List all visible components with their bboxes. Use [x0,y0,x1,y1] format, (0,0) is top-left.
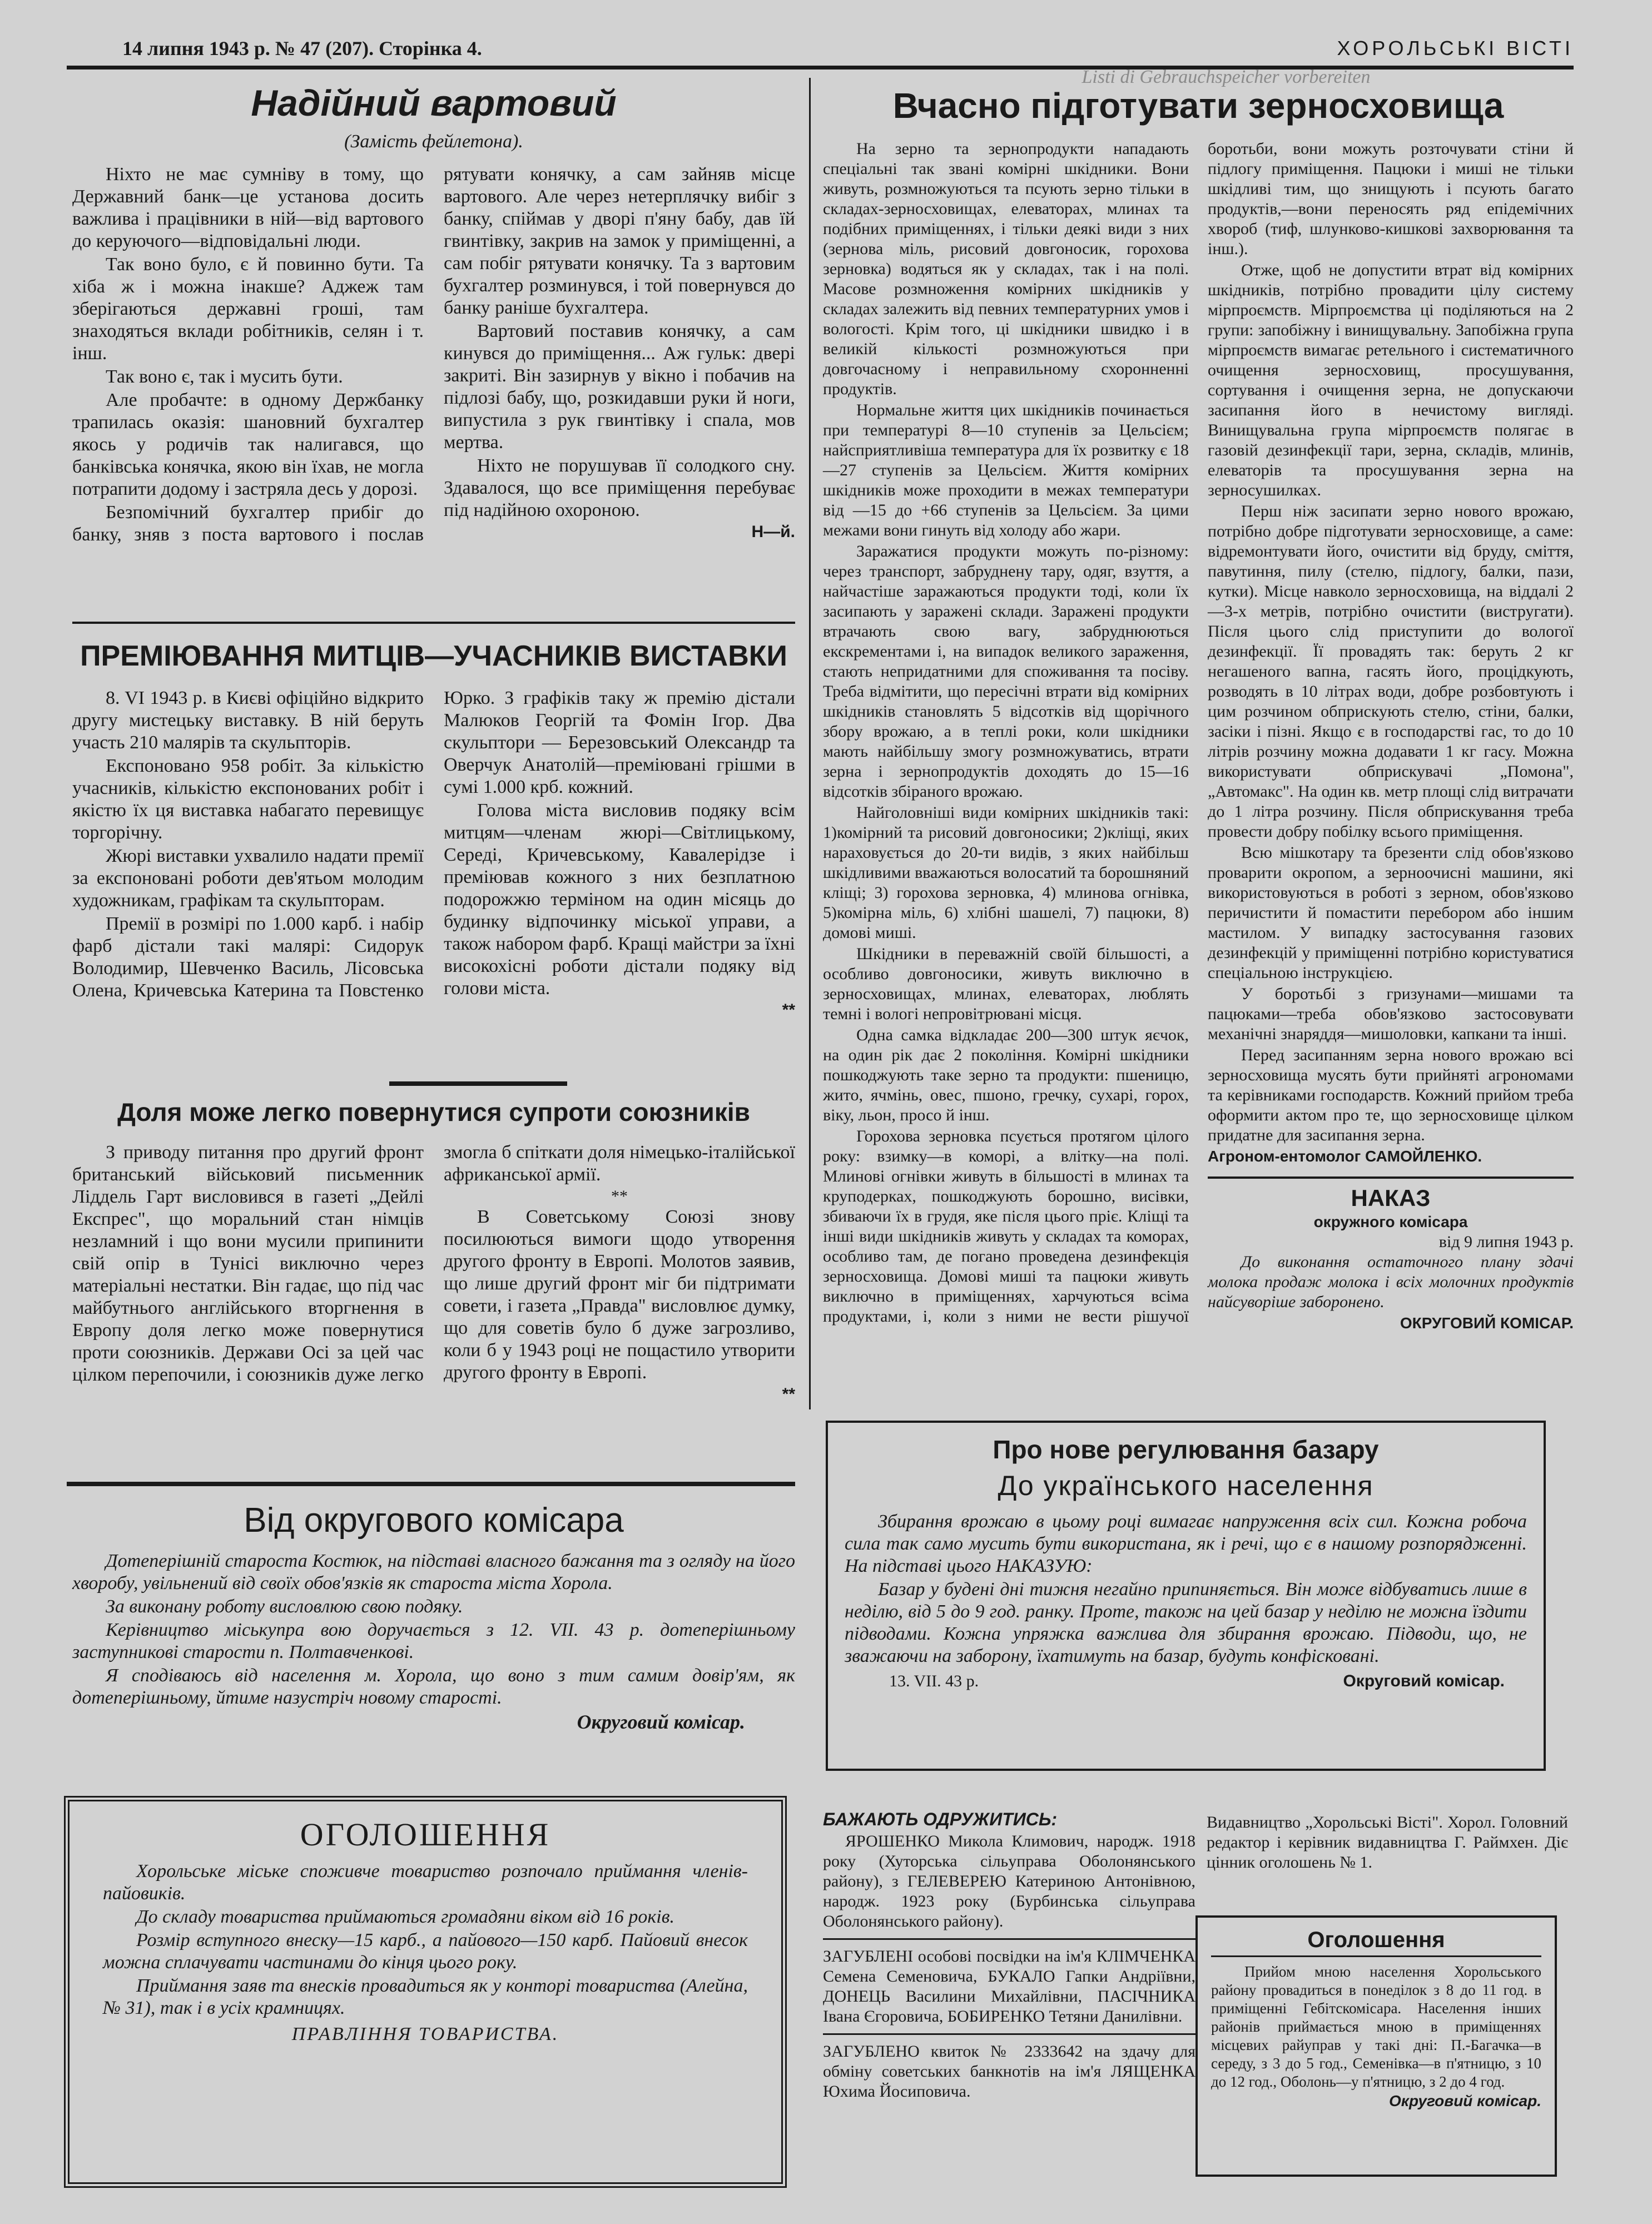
reception-text: Прийом мною населення Хорольського району провадиться в понеділок з 8 до 11 год. в приміщенні Гебітскомісара. Населення інших районів приймається мною в приміщеннях місцевих райуправ у такі дні: П.-Багачка—в середу, з 3 до 5 год., Семенівка—в п'ятницю, з 10 до 12 год., Оболонь—у п'ятницю, з 2 до 4 год. [1211,1963,1541,2090]
reception-signature: Округовий комісар. [1389,2092,1541,2109]
paragraph: Жюрі виставки ухвалило надати премії за експоновані роботи дев'ятьом молодим художникам, графікам та скульпторам. [72,846,424,911]
paragraph: У боротьбі з гризунами—мишами та пацюками—треба обов'язково застосовувати механічні знаряддя—мишоловки, капкани та інші. [1208,985,1574,1043]
bazaar-date: 13. VII. 43 р. [889,1672,979,1690]
paragraph: Голова міста висловив подяку всім митцям—членам жюрі—Світлицькому, Середі, Кричевському, Кавалерідзе і преміював кожного з них безплатною подорожжю терміном на один місяць до будинку відпочинку міської управи, а також набором фарб. Кращі майстри за їхні високохісні роботи дістали подяку від голови міста. [444,800,795,999]
page-header [72,34,1574,68]
paragraph: Отже, щоб не допустити втрат від комірних шкідників, потрібно провадити цілу систему мірпроємств. Мірпроємства ці поділяються на 2 групи: запобіжну і винищувальну. Запобіжна група мірпроємств вимагає ретельного і систематичного очищення зерносховищ, просушування, сортування і очищення зерна, не допускаючи засипання його в нечистому вигляді. Винищувальна група мірпроємств полягає в газовій дезинфекції тари, зерна, складів, млинів, елеваторів та просушування зерна на зерносушилках. [1208,261,1574,499]
header-date-page: 14 липня 1943 р. № 47 (207). Сторінка 4. [122,37,482,59]
feuilleton-title: Надійний вартовий [251,82,617,123]
lost-ticket-text: ЗАГУБЛЕНО квиток № 2333642 на здачу для обміну советських банкнотів на ім'я ЛЯЩЕНКА Юхима Йосиповича. [823,2042,1195,2101]
cooperative-announcement [64,1796,787,2188]
publisher-info [1207,1813,1568,1902]
allies-signature: ** [782,1385,795,1403]
header-newspaper-name: ХОРОЛЬСЬКІ ВІСТІ [1337,37,1574,59]
ornament-divider [389,1081,567,1086]
paragraph: Одна самка відкладає 200—300 штук яєчок, на один рік дає 2 покоління. Комірні шкідники пошкоджують таке зерно та продукти: пшеницю, жито, ячмінь, овес, пшоно, гречку, сухарі, горох, віку, льон, просо й інш. [823,1026,1189,1124]
paragraph: До складу товариства приймаються громадяни віком від 16 років. [136,1907,675,1927]
divider [823,1938,1195,1940]
paragraph: Так воно є, так і мусить бути. [106,366,343,387]
paragraph: Перед засипанням зерна нового врожаю всі зерносховища мусять бути прийняті агрономами та керівниками господарств. Кожний прийом треба оформити актом про те, що зерносховище цілком придатне для засипання зерна. [1208,1046,1574,1144]
bazaar-signature: Округовий комісар. [1343,1672,1505,1690]
paragraph: Нормальне життя цих шкідників починається при температурі 8—10 ступенів за Цельсієм; найсприятливіша температура для їх розвитку є 18—27 ступенів за Цельсієм. Життя комірних шкідників може проходити в межах температури від —15 до +66 ступенів за Цельсієм. За цими межами вони гинуть від холоду або жари. [823,401,1189,539]
allies-title: Доля може легко повернутися супроти союзників [117,1098,750,1126]
paragraph: Всю мішкотару та брезенти слід обов'язково проварити окропом, а зерноочисні машини, які використовуються в роботі з зерном, обов'язково перичистити й помастити перебором або іншим мастилом. У випадку застосування газових дезинфекцій у приміщенні потрібно користуватися спеціальною інструкцією. [1208,843,1574,982]
artists-article [72,634,795,1079]
paragraph: Збирання врожаю в цьому році вимагає напруження всіх сил. Кожна робоча сила так само мусить бути використана, як і речі, що є в нашому розпорядженні. На підставі цього НАКАЗУЮ: [845,1511,1527,1576]
commissar-title: Від округового комісара [244,1501,624,1540]
paragraph: На зерно та зернопродукти нападають спеціальні так звані комірні шкідники. Вони живуть, розмножуються та псують зерно тільки в складах-зерносховищах, елеваторах, млинах та подібних приміщеннях, і тільки деякі види з них (зернова міль, рисовий довгоносик, горохова зерновка) водяться як у складах, так і на полі. Масове розмноження комірних шкідників у складах залежить від певних температурних умов і вологості. Крім того, ці шкідники швидко і в великій кількості розмножуються при довгочасному і неправильному схоронненні продуктів. [823,140,1189,398]
paragraph: Премії в розмірі по 1.000 карб. і набір фарб дістали такі малярі: Сидорук Володимир, Шевченко Василь, Лісовська Олена, Кричевська Катерина та Повстенко Юрко. З графіків таку ж премію дістали Малюков Георгій та Фомін Ігор. Два скульптори — Березовський Олександр та Оверчук Анатолій—преміювані грішми в сумі 1.000 крб. кожний. [72,688,795,1001]
handwritten-note: Listi di Gebrauchspeicher vorbereiten [1082,67,1371,87]
paragraph: В Советському Союзі знову посилюються вимоги щодо утворення другого фронту в Европі. Молотов заявив, що лише другий фронт міг би підтримати совети, і газета „Правда" висловлює думку, що для советів було б дуже загрозливо, коли б у 1943 році не пощастило утворити другого фронту в Европі. [444,1207,795,1383]
artists-title: ПРЕМІЮВАННЯ МИТЦІВ—УЧАСНИКІВ ВИСТАВКИ [80,640,787,672]
announcement-title: ОГОЛОШЕННЯ [300,1816,551,1853]
paragraph: Вартовий поставив конячку, а сам кинувся до приміщення... Аж гульк: двері закриті. Він зазирнув у вікно і побачив на підлозі бабу, що, розкидавши руки й ноги, випустила з рук гвинтівку і спала, мов мертва. [444,321,795,453]
paragraph: Базар у будені дні тижня негайно припиняється. Він може відбуватись лише в неділю, від 5 до 9 год. ранку. Проте, також на цей базар у неділю не можна їздити підводами. Кожна упряжка важлива для збирання врожаю. Підводи, що, не зважаючи на заборону, їхатимуть на базар, будуть конфісковані. [845,1579,1527,1666]
paragraph: За виконану роботу висловлюю свою подяку. [106,1596,463,1617]
commissar-signature: Округовий комісар. [577,1711,745,1733]
reception-announcement [1195,1915,1557,2177]
order-title: НАКАЗ [1351,1185,1431,1211]
paragraph: Безпомічний бухгалтер прибіг до банку, зняв з поста вартового і послав рятувати конячку, а сам зайняв місце вартового. Але через нетерплячку вибіг з банку, спіймав у дворі п'яну бабу, дав їй гвинтівку, закрив на замок у приміщенні, а сам побіг рятувати конячку. Та з вартовим бухгалтер розминувся, і той повернувся до банку раніше бухгалтера. [72,164,795,545]
order-block [1208,1176,1574,1333]
bazaar-subtitle: До українського населення [998,1470,1374,1501]
grain-title: Вчасно підготувати зерносховища [892,86,1504,126]
reception-title: Оголошення [1211,1924,1541,1957]
paragraph: Керівництво міськупра вою доручається з 12. VII. 43 р. дотеперішньому заступникові старости п. Полтавченкові. [72,1620,795,1662]
paragraph: Заражатися продукти можуть по-різному: через транспорт, забруднену тару, одяг, взуття, а найчастіше заражаються продукти тоді, коли їх засипають у заражені склади. Заражені продукти втрачають свою вагу, забруднюються екскрементами і, на випадок великого зараження, стають непридатними для споживання та посіву. Треба відмітити, що пересічні втрати від комірних шкідників становлять 5 відсотків від щорічного збору врожаю, а в теплі роки, коли шкідники мають найбільшу змогу розмножуватись, втрати зерна і зернопродуктів доходять до 15—16 відсотків збіраного врожаю. [823,542,1189,801]
feuilleton-subtitle: (Замість фейлетона). [344,131,523,152]
paragraph: Найголовніші види комірних шкідників такі: 1)комірний та рисовий довгоносики; 2)кліщі, яких нараховується до 20-ти видів, з яких найбільш шкідливими вважаються волосатий та борошняний кліщі; 3) горохова зерновка, 4) млинова огнівка, 5)комірна міль, 6) хлібні шашелі, 7) пацюки, 8) домові миші. [823,803,1189,942]
order-subtitle: окружного комісара [1313,1213,1468,1230]
allies-article [72,1093,795,1471]
paragraph: Я сподіваюсь від населення м. Хорола, що воно з тим самим довір'ям, як дотеперішньому, йтиме назустріч новому старості. [72,1665,795,1708]
paragraph: Дотеперішній староста Костюк, на підставі власного бажання та з огляду на його хворобу, увільнений від своїх обов'язків як староста міста Хорола. [72,1551,795,1593]
order-signature: ОКРУГОВИЙ КОМІСАР. [1400,1314,1574,1332]
paragraph: Ніхто не має сумніву в тому, що Державний банк—це установа досить важлива і працівники в ній—від вартового до керуючого—відповідальні люди. [72,164,424,251]
bazaar-notice [826,1421,1546,1771]
feuilleton-article [72,78,795,612]
publisher-text: Видавництво „Хорольські Вісті". Хорол. Головний редактор і керівник видавництва Г. Раймхен. Діє цінник оголошень № 1. [1207,1813,1568,1871]
order-text: До виконання остаточного плану здачі молока продаж молока і всіх молочних продуктів найсуворіше заборонено. [1208,1253,1574,1311]
grain-signature: Агроном-ентомолог САМОЙЛЕНКО. [1208,1148,1482,1165]
paragraph: Експоновано 958 робіт. За кількістю учасників, кількістю експонованих робіт і якістю їх ця виставка набагато перевищує торгорічну. [72,756,424,843]
grain-article [823,78,1574,1332]
marriage-title: БАЖАЮТЬ ОДРУЖИТИСЬ: [823,1809,1058,1829]
paragraph: З приводу питання про другий фронт британський військовий письменник Ліддель Гарт висловився в газеті „Дейлі Експрес", що моральний стан німців незламний і що вони мусили припинити свій опір в Тунісі виключно через матеріальні нестатки. Він гадає, що під час майбутнього англійського вторгнення в Европу доля легко може повернутися проти союзників. Держави Осі за цей час цілком перепочили, і союзників дуже легко змогла б спіткати доля німецько-італійської африканської армії. [72,1142,795,1385]
divider [72,622,795,624]
feuilleton-signature: Н—й. [751,523,795,541]
divider [67,1482,795,1486]
paragraph: 8. VI 1943 р. в Києві офіційно відкрито другу мистецьку виставку. В ній беруть участь 210 малярів та скульпторів. [72,688,424,753]
paragraph: Шкідники в переважній своїй більшості, а особливо довгоносики, живуть виключно в зерносховищах, млинах, елеваторах, люблять темні і вологі непровітрювані місця. [823,945,1189,1023]
paragraph: Горохова зерновка псується протягом цілого року: взимку—в коморі, а влітку—на полі. Млинові огнівки живуть в більшості в млинах та круподерках, пошкоджують борошно, висівки, збиваючи їх в грудя, яке після цього пріє. Кліщі та інші види шкідників живуть у складах та коморах, особливо там, де погано проведена дезинфекція зерносховища. Домові миші та пацюки живуть виключно в приміщеннях, харчуються всіма продуктами, і, коли з ними не вести рішучої боротьби, вони можуть розточувати стіни й підлогу приміщення. Пацюки і миші не тільки шкідливі тим, що знищують і псують багато продуктів,—вони переносять ряд епідемічних хвороб (тиф, шлунково-кишкові захворювання та інш.). [823,140,1574,1326]
order-date: від 9 липня 1943 р. [1438,1233,1574,1251]
paragraph: Так воно було, є й повинно бути. Та хіба ж і можна інакше? Аджеж там зберігаються державні гроші, там знаходяться вклади робітників, селян і т. інш. [72,254,424,364]
paragraph: Хорольське міське споживче товариство розпочало приймання членів-пайовиків. [103,1861,748,1904]
paragraph: Розмір вступного внеску—15 карб., а пайового—150 карб. Пайовий внесок можна сплачувати частинами до кінця цього року. [103,1930,748,1973]
paragraph: Приймання заяв та внесків провадиться як у конторі товариства (Алейна, № 31), так і в усіх крамницях. [103,1975,748,2018]
classifieds [823,1807,1195,2196]
announcement-signature: ПРАВЛІННЯ ТОВАРИСТВА. [291,2024,559,2044]
lost-documents-text: ЗАГУБЛЕНІ особові посвідки на ім'я КЛІМЧЕНКА Семена Семеновича, БУКАЛО Гапки Андріївни, ДОНЕЦЬ Василини Михайлівни, ПАСІЧНИКА Івана Єгоровича, БОБИРЕНКО Тетяни Данилівни. [823,1947,1195,2026]
paragraph: Ніхто не порушував її солодкого сну. Здавалося, що все приміщення перебуває під надійною охороною. [444,455,795,520]
bazaar-title: Про нове регулювання базару [993,1435,1379,1464]
artists-signature: ** [782,1001,795,1019]
divider [823,2033,1195,2035]
marriage-text: ЯРОШЕНКО Микола Климович, народж. 1918 року (Хуторська сільуправа Оболонянського району), з ГЕЛЕВЕРЕЮ Катериною Антонівною, народж. 1923 року (Бурбинська сільуправа Оболонянського району). [823,1832,1195,1930]
column-divider [809,78,811,1409]
paragraph: Але пробачте: в одному Держбанку трапилась оказія: шановний бухгалтер якось у родичів так налигався, що банківська конячка, якою він їхав, не могла потрапити додому і застряла десь у дорозі. [72,390,424,499]
paragraph: Перш ніж засипати зерно нового врожаю, потрібно добре підготувати зерносховище, а саме: відремонтувати його, очистити від бруду, сміття, павутиння, пилу (стелю, підлогу, балки, пази, кутки). Місце навколо зерносховища, на віддалі 2—3-х метрів, потрібно очистити (вистругати). Після цього слід приступити до вологої дезинфекції. Її провадять так: беруть 2 кг негашеного вапна, гасять його, процідкують, розводять в 10 літрах води, добре розбовтують і цим розчином обприскують стелю, стіни, балки, засіки і пізні. Якщо є в господарстві гас, то до 10 літрів розчину можна додавати 1 кг гасу. Можна використувати обприскувачі „Помона", „Автомакс". На один кв. метр площі слід витрачати до 1 літра розчину. Після обприскування треба провести добру побілку всього приміщення. [1208,502,1574,841]
commissar-notice [72,1496,795,1785]
separator-asterisks: ** [611,1187,628,1205]
